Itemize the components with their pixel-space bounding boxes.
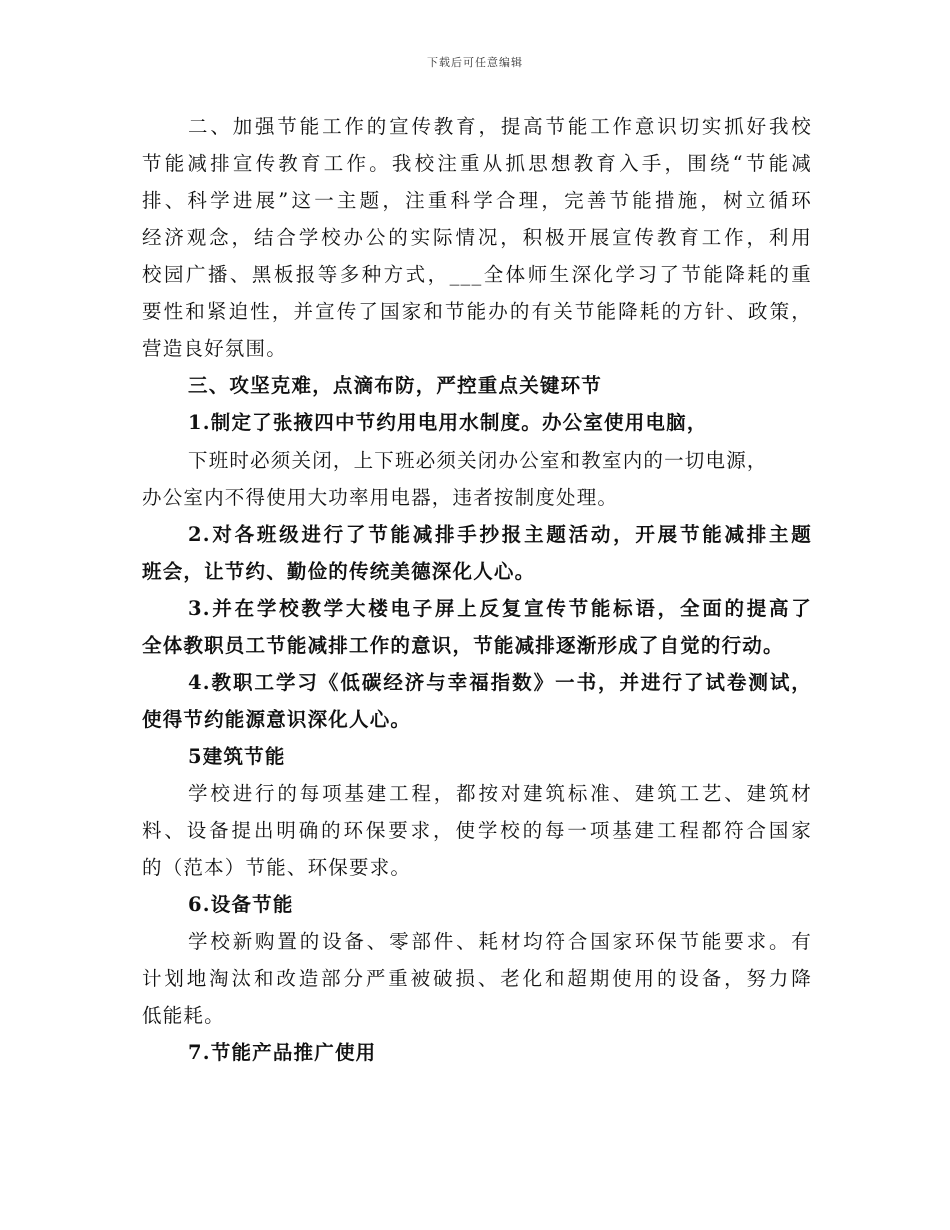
item-heading: 5建筑节能 [188, 745, 286, 768]
item-heading: 7.节能产品推广使用 [188, 1041, 377, 1064]
item-heading: 6.设备节能 [188, 893, 294, 916]
paragraph-line: 的（范本）节能、环保要求。 [142, 856, 412, 879]
paragraph-line: 学校进行的每项基建工程，都按对建筑标准、建筑工艺、建筑材 [188, 782, 812, 805]
paragraph-line: 校园广播、黑板报等多种方式，___全体师生深化学习了节能降耗的重 [142, 263, 812, 286]
paragraph-line: 经济观念，结合学校办公的实际情况，积极开展宣传教育工作，利用 [142, 226, 812, 249]
paragraph-line: 要性和紧迫性，并宣传了国家和节能办的有关节能降耗的方针、政策， [142, 300, 812, 323]
item-heading: 2.对各班级进行了节能减排手抄报主题活动，开展节能减排主题 [188, 523, 812, 546]
paragraph-line: 计划地淘汰和改造部分严重被破损、老化和超期使用的设备，努力降 [142, 967, 812, 990]
paragraph-line: 学校新购置的设备、零部件、耗材均符合国家环保节能要求。有 [188, 930, 812, 953]
section-heading: 三、攻坚克难，点滴布防，严控重点关键环节 [188, 374, 603, 397]
item-heading: 3.并在学校教学大楼电子屏上反复宣传节能标语，全面的提高了 [188, 597, 812, 620]
paragraph-line: 办公室内不得使用大功率用电器，违者按制度处理。 [142, 486, 619, 509]
paragraph-line: 二、加强节能工作的宣传教育，提高节能工作意识切实抓好我校 [188, 115, 812, 138]
paragraph-line: 低能耗。 [142, 1004, 225, 1027]
paragraph-line: 排、科学进展”这一主题，注重科学合理，完善节能措施，树立循环 [142, 189, 812, 212]
item-heading: 全体教职员工节能减排工作的意识，节能减排逐渐形成了自觉的行动。 [142, 634, 784, 657]
item-heading: 班会，让节约、勤俭的传统美德深化人心。 [142, 560, 536, 583]
item-heading: 使得节约能源意识深化人心。 [142, 708, 412, 731]
item-heading: 1.制定了张掖四中节约用电用水制度。办公室使用电脑， [188, 411, 708, 434]
paragraph-line: 节能减排宣传教育工作。我校注重从抓思想教育入手，围绕“节能减 [142, 152, 812, 175]
paragraph-line: 料、设备提出明确的环保要求，使学校的每一项基建工程都符合国家 [142, 819, 812, 842]
page-header: 下载后可任意编辑 [427, 56, 523, 69]
item-heading: 4.教职工学习《低碳经济与幸福指数》一书，并进行了试卷测试， [188, 671, 812, 694]
paragraph-line: 营造良好氛围。 [142, 337, 287, 360]
paragraph-line: 下班时必须关闭，上下班必须关闭办公室和教室内的一切电源， [188, 449, 768, 472]
